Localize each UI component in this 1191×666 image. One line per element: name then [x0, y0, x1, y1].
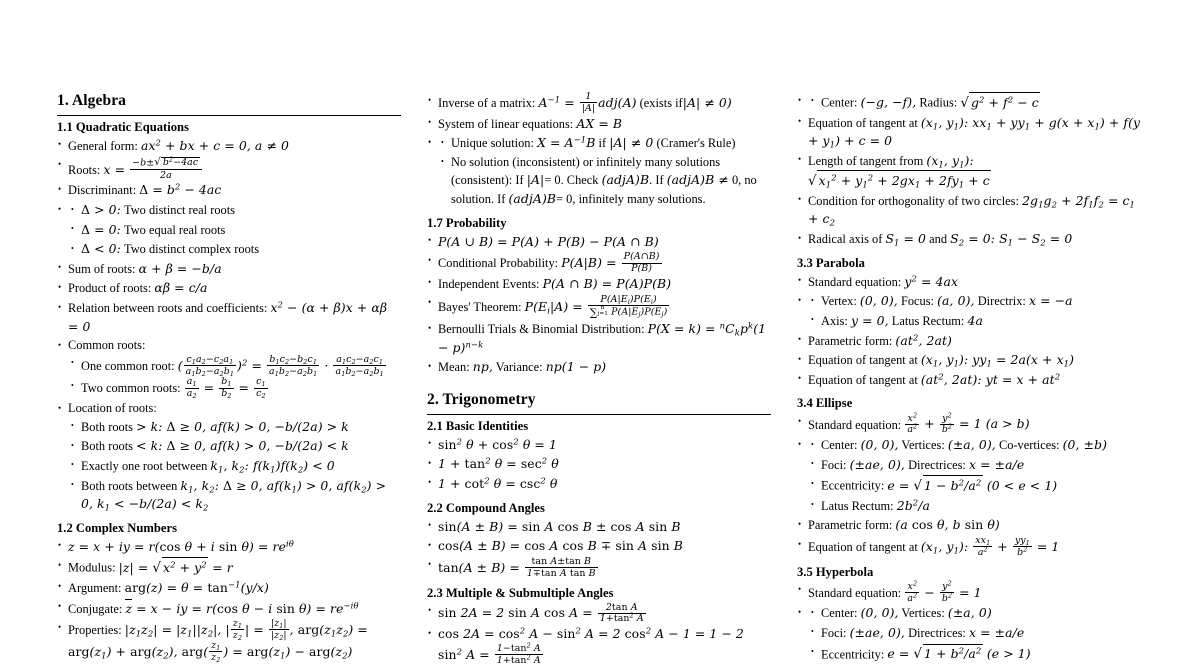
subsection-quadratic-equations: 1.1 Quadratic Equations: [57, 119, 189, 134]
hyperbola-properties: [808, 604, 1141, 664]
inverse-cond-text: (exists if: [639, 95, 683, 110]
ellipse-eccentricity-value: e = √ $1 - b^2/a^2$ (0 < e < 1): [887, 478, 1057, 493]
ellipse-properties: [808, 436, 1141, 515]
variance-label: Variance:: [495, 360, 543, 375]
general-form-label: General form:: [68, 138, 138, 153]
parabola-tangent-label-2: Equation of tangent at: [808, 372, 918, 387]
list-item: [797, 579, 1141, 604]
subsection-parabola: 3.3 Parabola: [797, 255, 865, 270]
product-roots-formula: αβ = c/a: [154, 280, 208, 296]
hyperbola-center-value: (0, 0),: [860, 605, 899, 621]
list-item: [427, 518, 771, 537]
list-item: [427, 475, 771, 494]
ellipse-standard-label: Standard equation:: [808, 417, 902, 432]
hyperbola-foci-label: Foci:: [821, 625, 847, 640]
list-item: [797, 411, 1141, 436]
list-item: [427, 275, 771, 294]
list-item: [797, 230, 1141, 249]
system-solutions-sublist: [438, 134, 771, 208]
hyperbola-list: [797, 579, 1141, 664]
circle-length-tangent-formula: ($x_1$, $y_1$): √ $x_1^2 + y_1^2 + 2gx_1 + 2fy_1 + c$: [808, 152, 990, 190]
two-common-label: Two common roots:: [81, 381, 181, 396]
bayes-theorem-label: Bayes' Theorem:: [438, 299, 522, 314]
argument-formula: $arg(z) = \theta = \tan^{-1}(y/x)$: [124, 579, 269, 595]
list-item: [808, 456, 1141, 475]
list-item: [427, 134, 771, 208]
list-item: [427, 320, 771, 357]
list-item: [427, 233, 771, 252]
delta-lt-zero: Δ < 0:: [81, 241, 121, 257]
parabola-standard-label: Standard equation:: [808, 274, 902, 289]
one-common-label: One common root:: [81, 358, 175, 373]
subsection-hyperbola: 3.5 Hyperbola: [797, 564, 874, 579]
exactly-one-label: Exactly one root between: [81, 458, 208, 473]
argument-label: Argument:: [68, 580, 122, 595]
one-common-formula: ( $\frac{c_1a_2-c_2a_1}{a_1b_2-a_2b_1}$ )$^2$ = $\frac{b_1c_2-b_2c_1}{a_1b_2-a_2b_1}$ · $\frac{a_1c_2-a_2c_1}{a_1b_2-a_2b_1}$: [177, 353, 384, 378]
ellipse-foci-label: Foci:: [821, 457, 847, 472]
bernoulli-formula: $P(X = k) = ^nC_kp^k(1 - p)^{n-k}$: [438, 320, 767, 355]
list-item: [808, 292, 1141, 311]
ellipse-parametric-label: Parametric form:: [808, 518, 893, 533]
parabola-list: [797, 273, 1141, 390]
bernoulli-label: Bernoulli Trials & Binomial Distribution:: [438, 322, 645, 337]
properties-formula: $|z_1z_2| = |z_1||z_2|$, | $\frac{z_1}{z_2}$ | = $\frac{|z_1|}{|z_2|}$ , $arg(z_1z_2) = arg(z_1) + arg(z_2)$, arg( $\frac{z_1}{z_2}$ ) = $arg(z_1) - arg(z_2)$: [68, 618, 368, 664]
matrices-list: [427, 92, 771, 209]
independent-events-formula: P(A ∩ B) = P(A)P(B): [542, 275, 672, 291]
list-item: [808, 92, 1141, 113]
ellipse-directrices-value: x = ±a/e: [968, 456, 1025, 472]
sum-roots-formula: α + β = −b/a: [138, 260, 222, 276]
modulus-label: Modulus:: [68, 560, 116, 575]
circle-list: [797, 92, 1141, 249]
parabola-axis-value: y = 0,: [850, 312, 889, 328]
hyperbola-directrices-value: x = ±a/e: [968, 624, 1025, 640]
location-roots-sublist: [68, 418, 401, 514]
parabola-directrix-value: x = −a: [1028, 293, 1073, 309]
unique-solution-label: Unique solution:: [451, 136, 534, 151]
list-item: [57, 299, 401, 336]
circle-center-label: Center:: [821, 95, 858, 110]
subsection-ellipse: 3.4 Ellipse: [797, 396, 853, 411]
list-item: [797, 292, 1141, 330]
parabola-standard-formula: $y^2 = 4ax$: [904, 273, 959, 289]
sin-sum-formula: sin(A ± B) = sin A cos B ± cos A sin B: [438, 518, 681, 534]
both-between-formula: $k_1$, $k_2$: Δ ≥ 0, $af(k_1) > 0$, $af(k_2) > 0$, $k_1 < -b/(2a) < k_2$: [81, 477, 387, 513]
orthogonality-label: Condition for orthogonality of two circles:: [808, 193, 1019, 208]
ellipse-vertices-value: (±a, 0),: [947, 437, 996, 453]
list-item: [808, 436, 1141, 455]
column-1: [57, 92, 401, 664]
compound-angles-list: [427, 518, 771, 579]
hyperbola-standard-label: Standard equation:: [808, 585, 902, 600]
circle-length-tangent-label: Length of tangent from: [808, 153, 924, 168]
ellipse-eccentricity-label: Eccentricity:: [821, 478, 885, 493]
discriminant-label: Discriminant:: [68, 183, 137, 198]
hyperbola-eccentricity-label: Eccentricity:: [821, 647, 885, 662]
sin-2a-formula: sin 2A = 2 sin A cos A = $\frac{\text{2tan A}}{1+\tan^2 A}$: [438, 601, 644, 625]
orthogonality-formula: $2g_1g_2 + 2f_1f_2 = c_1 + c_2$: [808, 192, 1135, 228]
list-item: [68, 377, 401, 399]
list-item: [68, 355, 401, 377]
roots-formula: x = $\frac{-b\pm√ b^2-4ac}{2a}$: [103, 162, 202, 177]
union-formula: P(A ∪ B) = P(A) + P(B) − P(A ∩ B): [438, 233, 659, 249]
list-item: [797, 371, 1141, 390]
unique-cond-formula: |A| ≠ 0: [609, 135, 654, 151]
list-item: [427, 603, 771, 625]
parabola-latus-value: 4a: [967, 312, 983, 328]
subsection-probability: 1.7 Probability: [427, 215, 507, 230]
list-item: [808, 475, 1141, 496]
ellipse-latus-label: Latus Rectum:: [821, 498, 894, 513]
cos-sum-formula: cos(A ± B) = cos A cos B ∓ sin A sin B: [438, 538, 683, 554]
subsection-compound-angles: 2.2 Compound Angles: [427, 500, 545, 515]
parabola-tangent-formula-1: ($x_1$, $y_1$): $yy_1 = 2a(x + x_1)$: [920, 352, 1075, 369]
ellipse-center-label: Center:: [821, 438, 858, 453]
list-item: [427, 625, 771, 665]
list-item: [57, 137, 401, 156]
sum-roots-label: Sum of roots:: [68, 261, 136, 276]
ellipse-covertices-value: (0, ±b): [1062, 437, 1108, 453]
quadratic-list: [57, 137, 401, 514]
both-between-label: Both roots between: [81, 478, 178, 493]
list-item: [427, 436, 771, 455]
circle-center-sublist: [808, 92, 1141, 113]
conjugate-formula: z = x − iy = r(cos θ − i $\sin \theta) = re^{-i\theta}$: [125, 600, 359, 616]
both-lt-k-label: Both roots: [81, 439, 133, 454]
no-solution-line3b: = 0, infinitely many solutions.: [556, 192, 706, 207]
hyperbola-eccentricity-value: e = √ $1 + b^2/a^2$ (e > 1): [887, 646, 1030, 661]
list-item: [57, 400, 401, 514]
list-item: [438, 154, 771, 209]
modulus-formula: |z| = √ $x^2 + y^2 = r$: [119, 560, 233, 575]
system-equations-formula: AX = B: [576, 115, 623, 131]
no-solution-adjAB-neq: (adjA)B ≠: [666, 172, 729, 188]
list-item: [57, 579, 401, 598]
list-item: [427, 358, 771, 377]
radical-axis-s1: $S_1 = 0$: [885, 231, 927, 248]
parabola-tangent-label-1: Equation of tangent at: [808, 353, 918, 368]
hyperbola-standard-formula: $\frac{x^2}{a^2}$ − $\frac{y^2}{b^2}$ = 1: [907, 579, 982, 604]
inverse-matrix-formula: $A^{-1}$ = $\frac{1}{|A|}$ adj(A): [538, 91, 637, 114]
basic-identities-list: [427, 436, 771, 494]
parabola-vertex-value: (0, 0),: [859, 293, 898, 309]
list-item: [808, 312, 1141, 331]
list-item: [797, 152, 1141, 191]
both-gt-k-formula: > k: Δ ≥ 0, af(k) > 0, −b/(2a) > k: [136, 418, 349, 434]
independent-events-label: Independent Events:: [438, 276, 540, 291]
circle-radius-label: Radius:: [919, 95, 958, 110]
list-item: [57, 538, 401, 557]
complex-definition: z = x + iy = r(cos θ + i $\sin \theta) = re^{i\theta}$: [68, 538, 294, 554]
relation-formula: $x^2 - (\alpha + \beta)x + \alpha\beta = 0$: [68, 299, 388, 334]
roots-label: Roots:: [68, 162, 101, 177]
section-heading-trigonometry: 2. Trigonometry: [427, 391, 771, 415]
inverse-matrix-label: Inverse of a matrix:: [438, 95, 536, 110]
delta-eq-zero: Δ = 0:: [81, 221, 121, 237]
complex-numbers-list: [57, 538, 401, 663]
relation-label: Relation between roots and coefficients:: [68, 301, 268, 316]
list-item: [68, 457, 401, 476]
list-item: [68, 437, 401, 456]
parabola-vertex-label: Vertex:: [821, 294, 857, 309]
bayes-theorem-formula: $P(E_i|A)$ = $P(A|E_i)P(E_i)$ ∑ n j=1 $P(A|E_j)P(E_j)$: [524, 293, 668, 320]
list-item: [57, 279, 401, 298]
list-item: [427, 455, 771, 474]
no-solution-line2b: = 0. Check: [544, 173, 599, 188]
system-equations-label: System of linear equations:: [438, 116, 574, 131]
list-item: [797, 351, 1141, 370]
ellipse-tangent-formula: ($x_1$, $y_1$): $\frac{xx_1}{a^2}$ + $\frac{yy_1}{b^2}$ = 1: [920, 535, 1060, 558]
radical-axis-formula: $S_2 = 0$: $S_1 - S_2 = 0$: [950, 231, 1073, 248]
radical-axis-label: Radical axis of: [808, 232, 883, 247]
ellipse-standard-formula: $\frac{x^2}{a^2}$ + $\frac{y^2}{b^2}$ = 1 (a > b): [907, 411, 1030, 436]
list-item: [57, 157, 401, 181]
no-solution-line2a: (consistent): If: [451, 173, 524, 188]
multiple-angles-list: [427, 603, 771, 666]
no-solution-line3a: 0, no solution. If: [451, 173, 757, 207]
circle-tangent-formula: ($x_1$, $y_1$): $xx_1 + yy_1 + g(x + x_1) + f(y + y_1) + c = 0$: [808, 114, 1141, 150]
parabola-axis-label: Axis:: [821, 313, 848, 328]
three-column-layout: [57, 91, 1146, 666]
probability-list: [427, 233, 771, 377]
two-common-formula: $\frac{a_1}{a_2}$ = $\frac{b_1}{b_2}$ = $\frac{c_1}{c_2}$: [186, 376, 266, 401]
ellipse-vertices-label: Vertices:: [901, 438, 945, 453]
parabola-parametric-label: Parametric form:: [808, 333, 893, 348]
unique-solution-formula: $X = A^{-1}B$: [537, 134, 596, 151]
list-item: [797, 516, 1141, 535]
list-item: [68, 221, 401, 240]
list-item: [797, 604, 1141, 664]
parabola-latus-label: Latus Rectum:: [891, 313, 965, 328]
cramer-text: (Cramer's Rule): [656, 136, 736, 151]
list-item: [797, 332, 1141, 351]
unique-if-text: if: [598, 136, 607, 151]
both-lt-k-formula: < k: Δ ≥ 0, af(k) > 0, −b/(2a) < k: [136, 438, 349, 454]
properties-label: Properties:: [68, 623, 122, 638]
list-item: [427, 252, 771, 274]
exactly-one-formula: $k_1$, $k_2$: $f(k_1)f(k_2) < 0$: [210, 457, 335, 475]
conditional-prob-label: Conditional Probability:: [438, 256, 559, 271]
list-item: [797, 114, 1141, 151]
no-solution-adjAB-eq: (adjA)B: [508, 191, 557, 207]
ellipse-center-value: (0, 0),: [860, 437, 899, 453]
list-item: [68, 201, 401, 220]
location-roots-label: Location of roots:: [68, 401, 157, 416]
tan-sec-identity: $1 + \tan^2 \theta = \sec^2 \theta$: [438, 456, 559, 472]
discriminant-formula: $\Delta = b^2 - 4ac$: [139, 182, 222, 198]
list-item: [797, 273, 1141, 292]
pythagorean-identity: $\sin^2 \theta + \cos^2 \theta = 1$: [438, 436, 557, 452]
subsection-basic-identities: 2.1 Basic Identities: [427, 418, 529, 433]
inverse-cond-formula: |A| ≠ 0): [682, 94, 732, 110]
product-roots-label: Product of roots:: [68, 281, 152, 296]
ellipse-list: [797, 411, 1141, 558]
list-item: [57, 181, 401, 200]
list-item: [57, 260, 401, 279]
delta-gt-zero: Δ > 0:: [81, 202, 121, 218]
delta-eq-text: Two equal real roots: [124, 222, 226, 237]
hyperbola-foci-value: (±ae, 0),: [849, 624, 905, 640]
parabola-directrix-label: Directrix:: [977, 294, 1026, 309]
discriminant-cases: [68, 201, 401, 259]
list-item: [808, 644, 1141, 665]
ellipse-tangent-label: Equation of tangent at: [808, 539, 918, 554]
hyperbola-center-label: Center:: [821, 606, 858, 621]
list-item: [797, 92, 1141, 113]
hyperbola-directrices-label: Directrices:: [908, 625, 966, 640]
no-solution-adjAB: (adjA)B: [601, 172, 650, 188]
column-3: [797, 92, 1141, 663]
list-item: [68, 240, 401, 259]
mean-label: Mean:: [438, 360, 470, 375]
ellipse-covertices-label: Co-vertices:: [998, 438, 1060, 453]
list-item: [797, 536, 1141, 558]
list-item: [427, 295, 771, 319]
list-item: [57, 599, 401, 619]
cot-csc-identity: $1 + \cot^2 \theta = \csc^2 \theta$: [438, 475, 558, 491]
circle-center-formula: (−g, −f),: [860, 94, 917, 110]
no-solution-detA: |A|: [526, 172, 545, 188]
delta-gt-text: Two distinct real roots: [124, 203, 235, 218]
list-item: [57, 337, 401, 399]
common-roots-sublist: [68, 355, 401, 399]
section-heading-algebra: 1. Algebra: [57, 92, 401, 116]
column-2: [427, 91, 771, 666]
list-item: [57, 557, 401, 578]
list-item: [427, 557, 771, 579]
variance-formula: np(1 − p): [545, 359, 607, 375]
list-item: [427, 115, 771, 134]
subsection-complex-numbers: 1.2 Complex Numbers: [57, 520, 177, 535]
both-gt-k-label: Both roots: [81, 419, 133, 434]
list-item: [427, 537, 771, 556]
radical-axis-and: and: [929, 232, 948, 247]
delta-lt-text: Two distinct complex roots: [124, 242, 260, 257]
tan-sum-formula: tan(A ± B) = $\frac{\text{tan A±tan B}}{\text{1∓tan A tan B}}$: [438, 555, 596, 579]
hyperbola-vertices-label: Vertices:: [901, 606, 945, 621]
mean-formula: np,: [472, 359, 493, 375]
parabola-focus-label: Focus:: [900, 294, 934, 309]
parabola-properties: [808, 292, 1141, 330]
ellipse-parametric-formula: (a cos θ, b sin θ): [895, 517, 1000, 533]
ellipse-directrices-label: Directrices:: [908, 457, 966, 472]
ellipse-latus-value: $2b^2/a$: [896, 497, 930, 513]
general-form-formula: $ax^2$ + bx + c = 0, a ≠ 0: [140, 137, 289, 153]
cos-2a-formula: $\cos 2A = \cos^2 A - \sin^2 A = 2$ $\cos^2 A - 1 = 1 - 2$ $\sin^2 A$ = $\frac{1-\tan^2 A}{1+\tan^2 A}$: [438, 625, 744, 666]
list-item: [57, 619, 401, 662]
list-item: [438, 134, 771, 153]
hyperbola-vertices-value: (±a, 0): [947, 605, 992, 621]
ellipse-foci-value: (±ae, 0),: [849, 456, 905, 472]
circle-tangent-label: Equation of tangent at: [808, 115, 918, 130]
subsection-multiple-angles: 2.3 Multiple & Submultiple Angles: [427, 585, 614, 600]
list-item: [68, 418, 401, 437]
list-item: [57, 201, 401, 259]
list-item: [808, 624, 1141, 643]
list-item: [797, 192, 1141, 229]
parabola-tangent-formula-2: ($at^2$, 2at): yt = $x + at^2$: [920, 371, 1061, 387]
no-solution-line2c: . If: [649, 173, 664, 188]
conditional-prob-formula: P(A|B) = $\frac{P(A\cap B)}{P(B)}$: [561, 251, 660, 275]
no-solution-line1: No solution (inconsistent) or infinitely many solutions: [451, 154, 721, 169]
parabola-parametric-formula: ($at^2$, 2at): [895, 332, 952, 348]
list-item: [68, 477, 401, 514]
list-item: [797, 436, 1141, 515]
circle-radius-formula: √ $g^2 + f^2 - c$: [960, 95, 1040, 110]
list-item: [427, 92, 771, 114]
common-roots-label: Common roots:: [68, 338, 146, 353]
list-item: [808, 497, 1141, 516]
conjugate-label: Conjugate:: [68, 601, 123, 616]
parabola-focus-value: (a, 0),: [937, 293, 975, 309]
list-item: [808, 604, 1141, 623]
